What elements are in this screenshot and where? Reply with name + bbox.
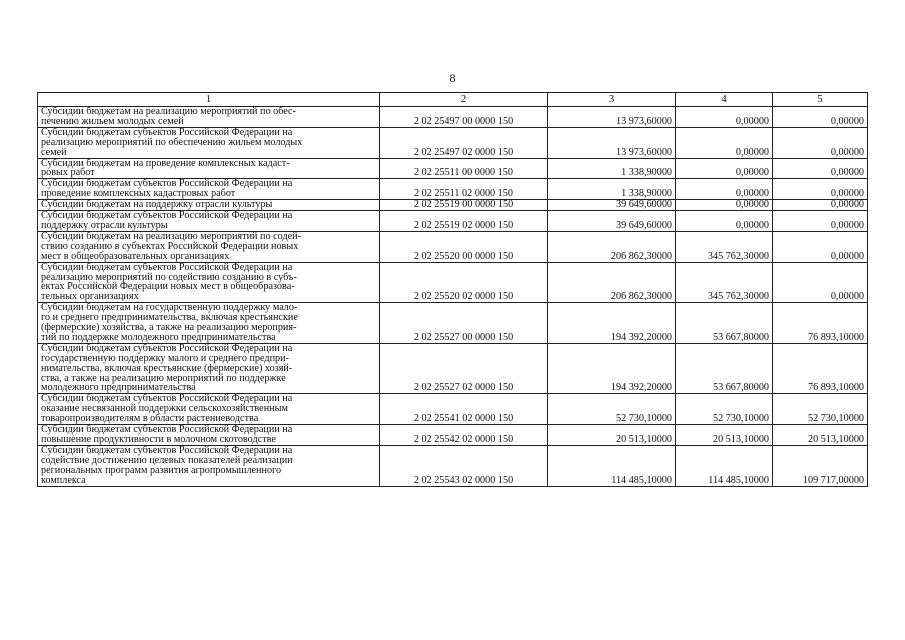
value-column-5: 0,00000 (773, 200, 868, 211)
value-column-5: 20 513,10000 (773, 425, 868, 446)
table-row (38, 127, 868, 158)
row-description (38, 303, 380, 344)
table-row (38, 343, 868, 394)
description-line: тий по поддержке молодежного предпринимательства (41, 331, 276, 343)
description-line: Субсидии бюджетам субъектов Российской Федерации на (41, 444, 293, 456)
page-number: 8 (449, 71, 456, 85)
table-row (38, 394, 868, 425)
value-column-5: 76 893,10000 (773, 303, 868, 344)
description-line: Субсидии бюджетам субъектов Российской Федерации на (41, 261, 293, 273)
header-row (38, 93, 868, 107)
description-line: содействие достижению целевых показателей реализации (41, 454, 293, 466)
budget-classification-code: 2 02 25541 02 0000 150 (380, 394, 548, 425)
row-description (38, 445, 380, 486)
table-row (38, 107, 868, 128)
column-header-4: 4 (676, 93, 773, 107)
column-header-3: 3 (548, 93, 676, 107)
description-line: Субсидии бюджетам на государственную поддержку мало- (41, 302, 298, 314)
description-line: ектах Российской Федерации новых мест в общеобразова- (41, 281, 295, 293)
value-column-4: 0,00000 (676, 211, 773, 232)
table-row (38, 179, 868, 200)
budget-classification-code: 2 02 25511 00 0000 150 (380, 158, 548, 179)
table-row (38, 262, 868, 303)
value-column-3: 1 338,90000 (548, 158, 676, 179)
value-column-3: 206 862,30000 (548, 262, 676, 303)
value-column-3: 13 973,60000 (548, 107, 676, 128)
description-line: реализацию мероприятий по обеспечению жильем молодых (41, 136, 303, 148)
description-line: Субсидии бюджетам субъектов Российской Федерации на (41, 126, 293, 138)
description-line: Субсидии бюджетам на реализацию мероприятий по обес- (41, 106, 296, 117)
description-line: ровых работ (41, 167, 95, 179)
description-line: семей (41, 146, 67, 158)
description-line: Субсидии бюджетам субъектов Российской Федерации на (41, 393, 293, 405)
row-description (38, 231, 380, 262)
value-column-3: 194 392,20000 (548, 303, 676, 344)
row-description (38, 107, 380, 128)
row-description (38, 394, 380, 425)
description-line: поддержку отрасли культуры (41, 219, 168, 231)
budget-classification-code: 2 02 25497 02 0000 150 (380, 127, 548, 158)
budget-classification-code: 2 02 25542 02 0000 150 (380, 425, 548, 446)
description-line: молодежного предпринимательства (41, 382, 196, 394)
row-description (38, 127, 380, 158)
value-column-3: 194 392,20000 (548, 343, 676, 394)
value-column-4: 114 485,10000 (676, 445, 773, 486)
table-row (38, 445, 868, 486)
value-column-5: 0,00000 (773, 179, 868, 200)
row-description (38, 211, 380, 232)
table-row (38, 303, 868, 344)
row-description (38, 200, 380, 211)
description-line: нимательства, включая крестьянские (фермерские) хозяй- (41, 362, 293, 374)
description-line: Субсидии бюджетам на поддержку отрасли культуры (41, 199, 273, 211)
description-line: ствию созданию в субъектах Российской Федерации новых (41, 240, 299, 252)
description-line: го и среднего предпринимательства, включая крестьянские (41, 312, 298, 324)
description-line: Субсидии бюджетам субъектов Российской Федерации на (41, 178, 293, 190)
description-line: комплекса (41, 474, 86, 486)
value-column-3: 52 730,10000 (548, 394, 676, 425)
table-row (38, 211, 868, 232)
row-description (38, 158, 380, 179)
budget-classification-code: 2 02 25527 02 0000 150 (380, 343, 548, 394)
value-column-4: 0,00000 (676, 200, 773, 211)
budget-table (37, 92, 868, 487)
value-column-3: 114 485,10000 (548, 445, 676, 486)
description-line: мест в общеобразовательных организациях (41, 250, 230, 262)
description-line: Субсидии бюджетам на проведение комплексных кадаст- (41, 157, 290, 169)
description-line: Субсидии бюджетам субъектов Российской Федерации на (41, 424, 293, 436)
budget-classification-code: 2 02 25497 00 0000 150 (380, 107, 548, 128)
value-column-3: 39 649,60000 (548, 211, 676, 232)
budget-classification-code: 2 02 25520 00 0000 150 (380, 231, 548, 262)
table-body (38, 107, 868, 487)
description-line: ства, а также на реализацию мероприятий по поддержке (41, 372, 286, 384)
column-header-1: 1 (38, 93, 380, 107)
budget-classification-code: 2 02 25519 02 0000 150 (380, 211, 548, 232)
column-header-5: 5 (773, 93, 868, 107)
table-row (38, 425, 868, 446)
value-column-4: 345 762,30000 (676, 231, 773, 262)
value-column-3: 206 862,30000 (548, 231, 676, 262)
budget-classification-code: 2 02 25527 00 0000 150 (380, 303, 548, 344)
value-column-4: 0,00000 (676, 179, 773, 200)
description-line: реализацию мероприятий по содействию созданию в субъ- (41, 271, 297, 283)
budget-classification-code: 2 02 25511 02 0000 150 (380, 179, 548, 200)
value-column-3: 1 338,90000 (548, 179, 676, 200)
value-column-3: 39 649,60000 (548, 200, 676, 211)
table-row (38, 231, 868, 262)
value-column-5: 0,00000 (773, 262, 868, 303)
row-description (38, 262, 380, 303)
table-row (38, 200, 868, 211)
value-column-4: 0,00000 (676, 158, 773, 179)
description-line: тельных организациях (41, 291, 139, 303)
value-column-4: 0,00000 (676, 107, 773, 128)
row-description (38, 179, 380, 200)
description-line: Субсидии бюджетам субъектов Российской Федерации на (41, 342, 293, 354)
description-line: повышение продуктивности в молочном скотоводстве (41, 434, 276, 445)
budget-classification-code: 2 02 25520 02 0000 150 (380, 262, 548, 303)
column-header-2: 2 (380, 93, 548, 107)
description-line: (фермерские) хозяйства, а также на реализацию мероприя- (41, 322, 297, 334)
value-column-4: 53 667,80000 (676, 303, 773, 344)
value-column-5: 0,00000 (773, 107, 868, 128)
value-column-5: 76 893,10000 (773, 343, 868, 394)
description-line: Субсидии бюджетам субъектов Российской Федерации на (41, 210, 293, 222)
table-header (38, 93, 868, 107)
value-column-4: 0,00000 (676, 127, 773, 158)
budget-classification-code: 2 02 25519 00 0000 150 (380, 200, 548, 211)
value-column-4: 52 730,10000 (676, 394, 773, 425)
value-column-5: 0,00000 (773, 158, 868, 179)
description-line: оказание несвязанной поддержки сельскохозяйственным (41, 403, 288, 415)
description-line: проведение комплексных кадастровых работ (41, 188, 236, 200)
value-column-4: 20 513,10000 (676, 425, 773, 446)
description-line: печению жильем молодых семей (41, 115, 184, 127)
description-line: региональных программ развития агропромышленного (41, 464, 282, 476)
table-row (38, 158, 868, 179)
description-line: Субсидии бюджетам на реализацию мероприятий по содей- (41, 230, 301, 242)
value-column-5: 109 717,00000 (773, 445, 868, 486)
budget-classification-code: 2 02 25543 02 0000 150 (380, 445, 548, 486)
row-description (38, 425, 380, 446)
value-column-4: 345 762,30000 (676, 262, 773, 303)
description-line: товаропроизводителям в области растениеводства (41, 413, 259, 425)
value-column-5: 0,00000 (773, 211, 868, 232)
value-column-5: 52 730,10000 (773, 394, 868, 425)
value-column-3: 20 513,10000 (548, 425, 676, 446)
row-description (38, 343, 380, 394)
description-line: государственную поддержку малого и среднего предпри- (41, 352, 289, 364)
value-column-4: 53 667,80000 (676, 343, 773, 394)
value-column-5: 0,00000 (773, 231, 868, 262)
value-column-5: 0,00000 (773, 127, 868, 158)
value-column-3: 13 973,60000 (548, 127, 676, 158)
